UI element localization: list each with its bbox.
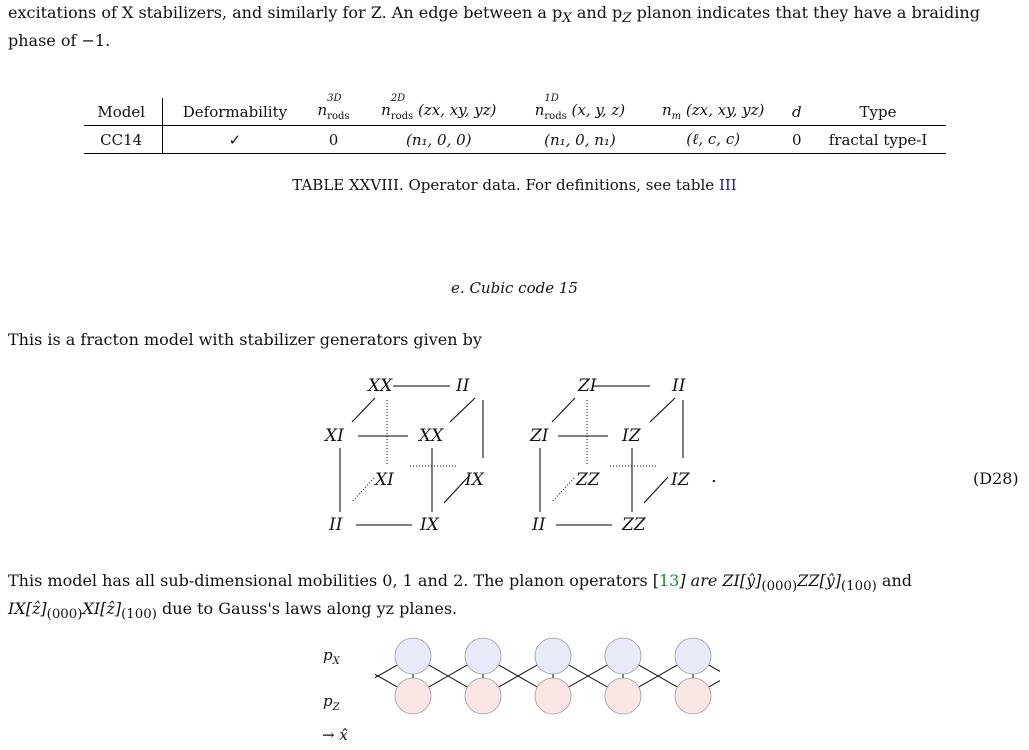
cell-model: CC14 — [84, 126, 163, 154]
mobility-sub-4: (100) — [121, 607, 157, 623]
table-header-row — [84, 98, 946, 126]
header-type: Type — [810, 98, 946, 126]
top-paragraph — [8, 2, 1023, 52]
x-cube-back-bottom-right: IX — [465, 470, 484, 490]
table-caption — [0, 176, 1029, 194]
z-cube-back-bottom-right: IZ — [671, 470, 690, 490]
px-planon-node — [535, 638, 571, 674]
caption-table-ref-link[interactable]: III — [718, 176, 737, 194]
section-title: e. Cubic code 15 — [451, 279, 578, 297]
mobility-text-1: This model has all sub-dimensional mobilities 0, 1 and 2. The planon operators [ — [8, 571, 659, 590]
cell-d: 0 — [783, 126, 810, 154]
header-n-rods-3d: n $_{3D rods}$ — [306, 98, 360, 126]
equation-number: (D28) — [973, 469, 1019, 488]
header-n-rods-1d: n $_{1D rods}$ (x, y, z) — [517, 98, 643, 126]
cell-n-m: (ℓ, c, c) — [643, 126, 784, 154]
mobility-text-5: IX[ẑ] — [8, 599, 47, 619]
mobility-text-7: due to Gauss's laws along yz planes. — [156, 599, 458, 619]
caption-text: TABLE XXVIII. Operator data. For definitions, see table — [292, 176, 719, 194]
z-cube-back-bottom-left: ZZ — [576, 470, 600, 490]
table-row — [84, 126, 946, 154]
pz-planon-node — [605, 678, 641, 714]
mobility-text-2: ] are ZI[ŷ] — [679, 571, 762, 590]
px-planon-node — [675, 638, 711, 674]
planon-label-px: $p_X$ — [323, 646, 340, 667]
top-line1-end: planon indicates that they have a braiding — [631, 3, 980, 22]
z-cube-front-bottom-left: II — [532, 515, 546, 535]
intro-text: This is a fracton model with stabilizer generators given by — [8, 330, 482, 349]
planon-braiding-diagram — [375, 636, 720, 716]
mobility-text-3: ZZ[ŷ] — [797, 571, 841, 590]
x-cube-front-top-right: XX — [419, 426, 444, 446]
planon-label-pz: $p_Z$ — [323, 692, 340, 713]
cell-n-rods-3d: 0 — [306, 126, 360, 154]
mobility-sub-1: (000) — [761, 579, 798, 595]
x-cube-back-top-right: II — [456, 376, 470, 396]
z-cube-back-top-right: II — [672, 376, 686, 396]
stabilizer-cubes-diagram — [300, 370, 720, 545]
pz-planon-node — [535, 678, 571, 714]
top-line2-text: phase of −1. — [8, 31, 111, 51]
x-cube-front-bottom-left: II — [329, 515, 343, 535]
mobility-paragraph — [8, 570, 1023, 626]
equation-period: . — [711, 466, 717, 487]
pz-planon-node — [675, 678, 711, 714]
cell-deformability: ✓ — [163, 126, 307, 154]
header-n-rods-2d: n $_{2D rods}$ (zx, xy, yz) — [361, 98, 517, 126]
top-line1-sub1: X — [562, 11, 572, 27]
top-line1-sub2: Z — [622, 11, 632, 27]
cell-n-rods-2d: (n₁, 0, 0) — [361, 126, 517, 154]
cell-n-rods-1d: (n₁, 0, n₁) — [517, 126, 643, 154]
z-cube-edges — [540, 386, 683, 525]
mobility-text-4: and — [876, 571, 912, 590]
cell-type: fractal type-I — [810, 126, 946, 154]
x-cube-back-top-left: XX — [368, 376, 393, 396]
top-line1-mid: and p — [571, 3, 623, 22]
header-d: d — [783, 98, 810, 126]
z-cube-front-bottom-right: ZZ — [622, 515, 646, 535]
mobility-sub-3: (000) — [46, 607, 83, 623]
mobility-text-6: XI[ẑ] — [82, 599, 122, 619]
pz-planon-node — [465, 678, 501, 714]
x-cube-front-top-left: XI — [325, 426, 344, 446]
px-planon-node — [395, 638, 431, 674]
header-deformability: Deformability — [163, 98, 307, 126]
x-cube-edges — [340, 386, 483, 525]
pz-planon-node — [395, 678, 431, 714]
header-model: Model — [84, 98, 163, 126]
px-planon-node — [605, 638, 641, 674]
x-cube-front-bottom-right: IX — [420, 515, 439, 535]
z-cube-back-top-left: ZI — [578, 376, 597, 396]
mobility-sub-2: (100) — [840, 579, 877, 595]
x-cube-back-bottom-left: XI — [375, 470, 394, 490]
z-cube-front-top-right: IZ — [622, 426, 641, 446]
z-cube-front-top-left: ZI — [530, 426, 549, 446]
x-direction-axis-label: → x̂ — [322, 726, 348, 744]
px-planon-node — [465, 638, 501, 674]
citation-ref-link[interactable]: 13 — [658, 571, 680, 590]
top-line1-text: excitations of X stabilizers, and similarly for Z. An edge between a p — [8, 3, 563, 22]
header-n-m: $n_m$ (zx, xy, yz) — [643, 98, 784, 126]
operator-data-table — [84, 93, 946, 154]
